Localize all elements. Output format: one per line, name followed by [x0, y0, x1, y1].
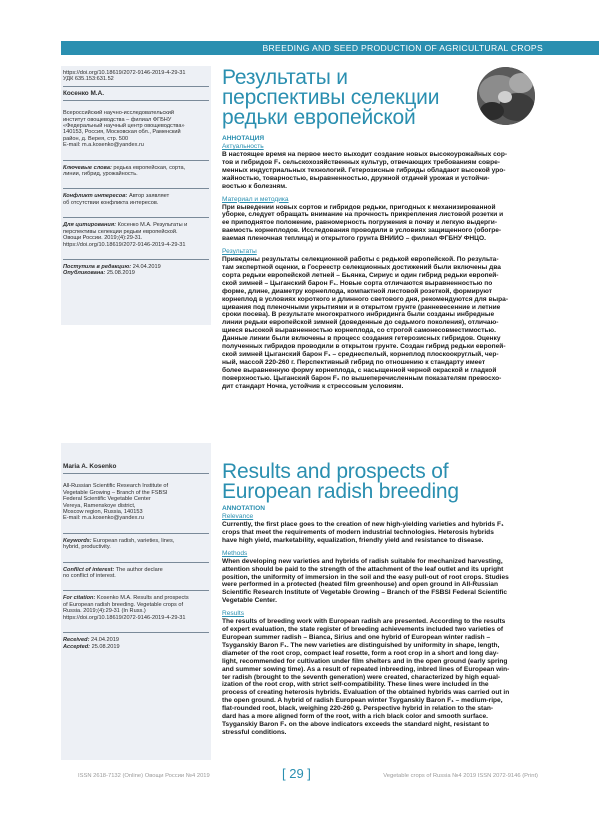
- received-date: Received: 24.04.2019: [63, 637, 119, 644]
- footer-left: ISSN 2618-7132 (Online) Овощи России №4 2019: [78, 773, 210, 779]
- divider: [63, 562, 209, 563]
- divider: [63, 632, 209, 633]
- en-sidebar-text: [63, 464, 209, 650]
- relevance-text: В настоящее время на первое место выходит создание новых высокоурожайных сор- тов и гибридов F₁ сельскохозяйственных культур, отвечающих требованиям совре- менных индустриальных технологий. Гетерозисные гибриды обладают высокой уро- жайностью, товарностью, выравненностью, дружной отдачей урожая и устойчи- востью к болезням.: [222, 151, 508, 190]
- footer-right: Vegetable crops of Russia №4 2019 ISSN 2072-9146 (Print): [383, 773, 538, 779]
- divider: [63, 259, 209, 260]
- divider: [63, 100, 209, 101]
- ru-sidebar-text: [63, 70, 209, 277]
- divider: [63, 160, 209, 161]
- results-text: The results of breeding work with European radish are presented. According to the results of expert evaluation, the state register of breeding achievements included two varieties of European summer radish – Bianca, Sirius and one hybrid of European winter radish – Tsyganskiy Baron F₁. The new varieties are distinguished by uniformity in shape, length, diameter of the root crop, compact leaf rosette, form a root crop in a short and long day- light, recommended for cultivation under film shelters and in the open ground (early spring and summer sowing time). As a result of repeated inbreeding, inbred lines of European win- ter radish (brought to the seventh generation) were created, characterized by high equal- ization of the root crop, with strict self-compatibility. These lines were included in the process of creating heterosis hybrids. Evaluation of the obtained hybrids was carried out in the open ground. A hybrid of radish European winter Tsyganskiy Baron F₁ – medium-ripe, flat-rounded root, black, weighing 220-260 g. Perspective hybrid in relation to the stan- dard has a more aligned form of the root, with a rich black color and smooth surface. Tsyganskiy Baron F₁ on the above indicators exceeds the standard night, resistant to stressful conditions.: [222, 618, 510, 736]
- conflict-of-interest: Конфликт интересов: Автор заявляет об отсутствии конфликта интересов.: [63, 193, 170, 206]
- citation: Для цитирования: Косенко М.А. Результаты и перспективы селекции редьки европейской. Овощи России. 2019;(4):29-31. https://doi.org/10.18619/2072-9146-2019-4-29-31: [63, 222, 188, 248]
- page-footer: [78, 768, 538, 786]
- methods-heading: Methods: [222, 549, 248, 557]
- citation: For citation: Kosenko M.A. Results and prospects of European radish breeding. Vegetable crops of Russia. 2019;(4):29-31 (In Russ.) https://doi.org/10.18619/2072-9146-2019-4-29-31: [63, 595, 189, 621]
- annotation-heading: ANNOTATION: [222, 505, 265, 512]
- annotation-heading: АННОТАЦИЯ: [222, 135, 265, 142]
- results-heading: Results: [222, 610, 244, 618]
- divider: [63, 590, 209, 591]
- author-name: Косенко М.А.: [63, 89, 104, 97]
- methods-text: When developing new varieties and hybrids of radish suitable for mechanized harvesting, attention should be paid to the strength of the attachment of the leaf outlet and its upright position, the uniformity of immersion in the soil and the easy pull-out of root crops. Studies were performed in a protected (heated film greenhouse) and open ground in All-Russian Scientific Research Institute of Vegetable Growing – Branch of the FSBSI Federal Scientific Vegetable Center.: [222, 557, 509, 605]
- section-banner: BREEDING AND SEED PRODUCTION OF AGRICULTURAL CROPS: [61, 41, 599, 55]
- en-abstract: [222, 505, 540, 737]
- udk: УДК 635.153:631.52: [63, 76, 114, 83]
- divider: [63, 86, 209, 87]
- radish-photo: [477, 67, 535, 125]
- keywords: Ключевые слова: редька европейская, сорта, линии, гибрид, урожайность.: [63, 164, 186, 178]
- divider: [63, 473, 209, 474]
- affiliation: Всероссийский научно-исследовательский институт овощеводства – филиал ФГБНУ «Федеральный научный центр овощеводства» 140153, Россия, Московская обл., Раменский район, д. Верея, стр. 500 E-mail: m.a.kosenko@yandex.ru: [63, 110, 185, 149]
- accepted-date: Опубликована: 25.08.2019: [63, 270, 135, 277]
- affiliation: All-Russian Scientific Research Institute of Vegetable Growing – Branch of the FSBSI Federal Scientific Vegetable Center Vereya, Ramenskoye district, Moscow region, Russia, 140153 E-mail: m.a.kosenko@yandex.ru: [63, 483, 169, 522]
- keywords: Keywords: European radish, varieties, lines, hybrid, productivity.: [63, 537, 175, 551]
- divider: [63, 217, 209, 218]
- divider: [63, 188, 209, 189]
- doi-link[interactable]: https://doi.org/10.18619/2072-9146-2019-4-29-31: [63, 70, 186, 76]
- page-number: [ 29 ]: [282, 766, 311, 781]
- en-title: Results and prospects of European radish breeding: [222, 460, 459, 503]
- conflict-of-interest: Conflict of interest: The author declare no conflict of interest.: [63, 566, 163, 580]
- ru-abstract: [222, 135, 540, 390]
- methods-heading: Материал и методика: [222, 195, 289, 203]
- ru-title: Результаты и перспективы селекции редьки европейской: [222, 66, 440, 129]
- received-date: Поступила в редакцию: 24.04.2019: [63, 263, 161, 270]
- relevance-heading: Relevance: [222, 513, 254, 520]
- relevance-text: Currently, the first place goes to the creation of new high-yielding varieties and hybrids F₁ crops that meet the requirements of modern industrial technologies. Heterosis hybrids have high yield, marketability, equalization, friendly yield and resistance to disease.: [222, 521, 504, 544]
- results-heading: Результаты: [222, 248, 257, 256]
- methods-text: При выведении новых сортов и гибридов редьки, пригодных к механизированной уборке, следует обращать внимание на прочность прикрепления листовой розетки и ее приподнятое положение, равномерность погружения в почву и легкую выдерги- ваемость корнеплодов. Исследования проводили в условиях защищенного (обогре- ваемая пленочная теплица) и открытого грунта ВНИИО – филиал ФГБНУ ФНЦО.: [222, 203, 504, 243]
- relevance-heading: Актуальность: [222, 143, 264, 150]
- author-name: Maria A. Kosenko: [63, 463, 117, 470]
- results-text: Приведены результаты селекционной работы с редькой европейской. По результа- там экспертной оценки, в Госреестр селекционных достижений были включены два сорта редьки европейской летней – Бьянка, Сириус и один гибрид редьки европей- ской зимней – Цыганский барон F₁. Новые сорта отличаются выравненностью по форме, длине, диаметру корнеплода, компактной листовой розеткой, формируют корнеплод в условиях короткого и длинного светового дня, рекомендуются для выра- щивания под пленочными укрытиями и в открытом грунте (ранневесенние и летние сроки посева). В результате многократного инбридинга были созданы инбредные линии редьки европейской зимней (доведенные до седьмого поколения), отличаю- щиеся высокой выравненностью корнеплода, со строгой самонесовместимостью. Данные линии были включены в процесс создания гетерозисных гибридов. Оценку полученных гибридов проводили в открытом грунте. Создан гибрид редьки европей- ской зимней Цыганский барон F₁ – среднеспелый, корнеплод плоскоокруглый, чер- ный, массой 220-260 г. Перспективный гибрид по отношению к стандарту имеет более выравненную форму корнеплода, с насыщенной черной окраской и гладкой поверхностью. Цыганский барон F₁ по вышеперечисленным показателям превосхо- дит стандарт Ночка, устойчив к стрессовым условиям.: [222, 256, 509, 390]
- accepted-date: Accepted: 25.08.2019: [63, 643, 120, 650]
- divider: [63, 533, 209, 534]
